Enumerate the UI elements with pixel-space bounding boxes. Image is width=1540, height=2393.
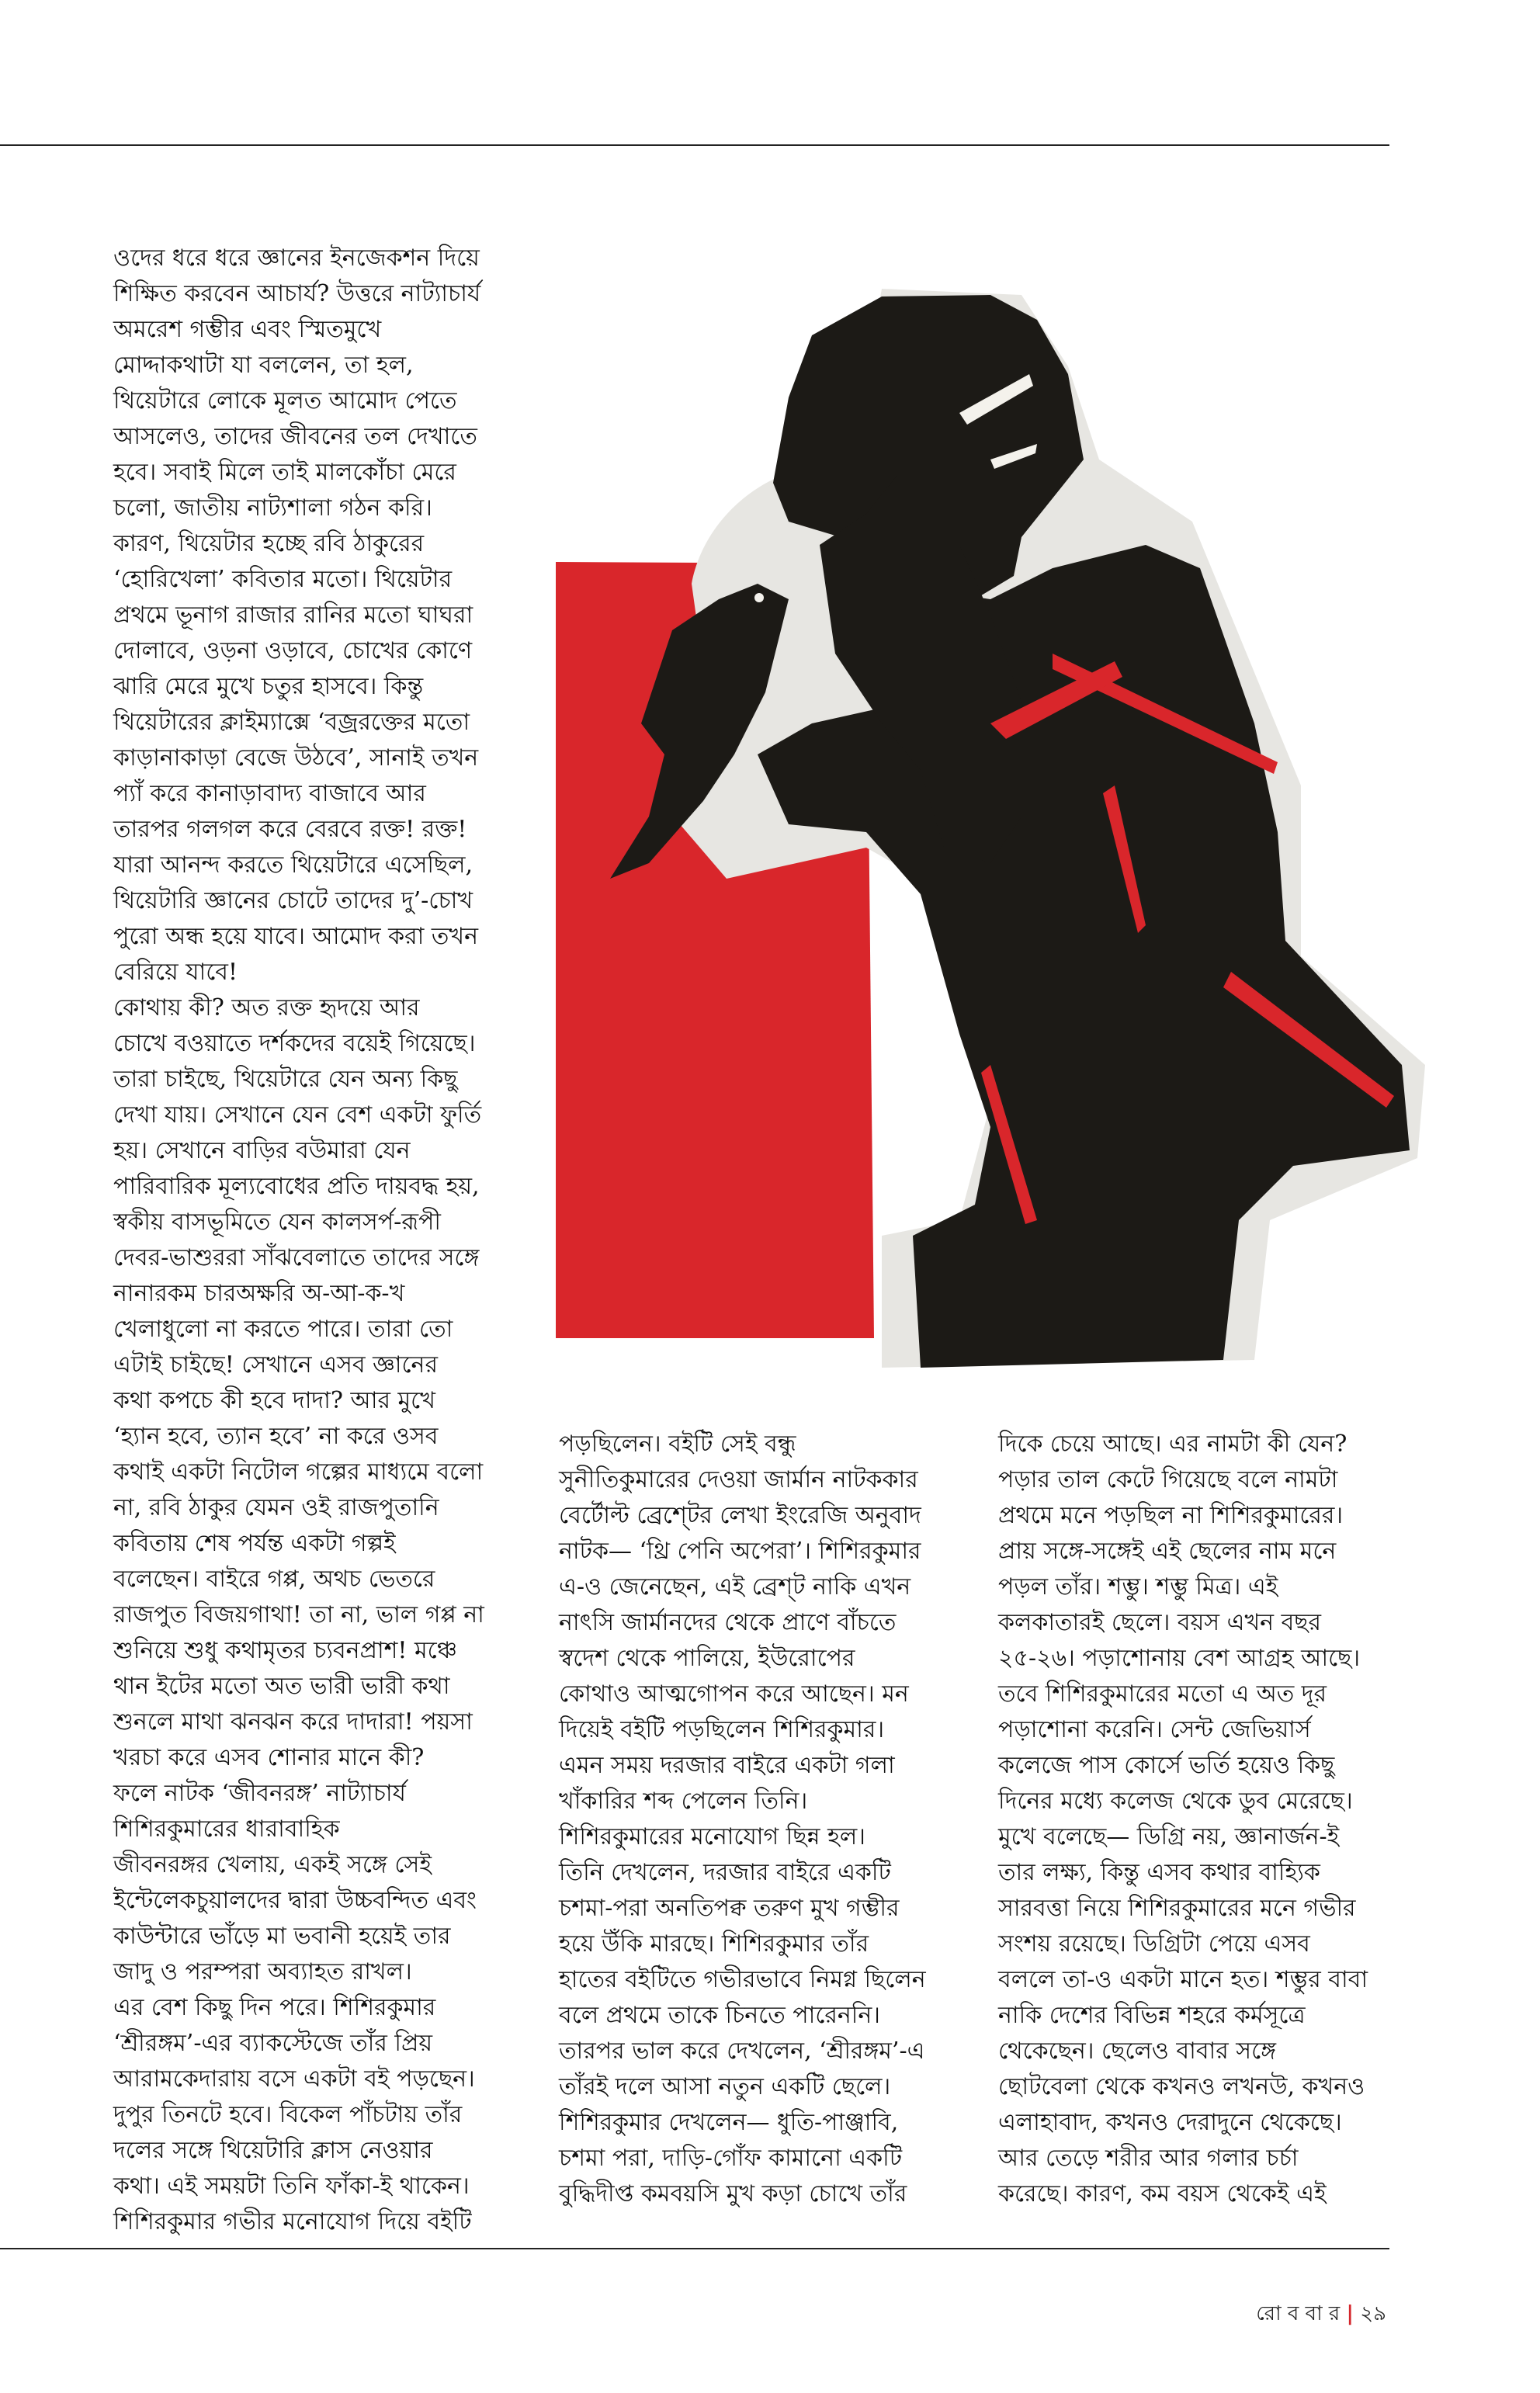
- text-line: প্রথমে মনে পড়ছিল না শিশিরকুমারের।: [998, 1502, 1344, 1529]
- text-line: বেরিয়ে যাবে!: [113, 959, 238, 986]
- text-line: খরচা করে এসব শোনার মানে কী?: [113, 1744, 425, 1771]
- text-line: থান ইটের মতো অত ভারী ভারী কথা: [113, 1673, 450, 1700]
- text-line: শিশিরকুমারের মনোযোগ ছিন্ন হল।: [559, 1823, 865, 1850]
- bottom-rule: [0, 2248, 1389, 2249]
- text-line: জীবনরঙ্গর খেলায়, একই সঙ্গে সেই: [113, 1851, 432, 1878]
- text-line: জাদু ও পরম্পরা অব্যাহত রাখল।: [113, 1958, 412, 1985]
- text-line: নাকি দেশের বিভিন্ন শহরে কর্মসূত্রে: [998, 2002, 1306, 2029]
- text-line: চশমা পরা, দাড়ি-গোঁফ কামানো একটি: [559, 2145, 903, 2172]
- text-line: বুদ্ধিদীপ্ত কমবয়সি মুখ কড়া চোখে তাঁর: [559, 2180, 907, 2207]
- text-line: তারপর গলগল করে বেরবে রক্ত! রক্ত!: [113, 816, 467, 843]
- text-line: নানারকম চারঅক্ষরি অ-আ-ক-খ: [113, 1280, 405, 1307]
- text-line: কলেজে পাস কোর্সে ভর্তি হয়েও কিছু: [998, 1752, 1335, 1779]
- text-line: রাজপুত বিজয়গাথা! তা না, ভাল গপ্প না: [113, 1601, 484, 1628]
- text-line: কথা কপচে কী হবে দাদা? আর মুখে: [113, 1387, 435, 1414]
- text-line: ‘হ্যান হবে, ত্যান হবে’ না করে ওসব: [113, 1423, 439, 1450]
- text-line: দলের সঙ্গে থিয়েটারি ক্লাস নেওয়ার: [113, 2137, 433, 2164]
- text-line: থিয়েটারে লোকে মূলত আমোদ পেতে: [113, 387, 457, 414]
- text-line: কোথাও আত্মগোপন করে আছেন। মন: [559, 1680, 909, 1708]
- text-line: মোদ্দাকথাটা যা বললেন, তা হল,: [113, 352, 414, 379]
- text-line: চোখে বওয়াতে দর্শকদের বয়েই গিয়েছে।: [113, 1030, 476, 1057]
- text-line: চশমা-পরা অনতিপক্ব তরুণ মুখ গম্ভীর: [559, 1895, 900, 1922]
- text-line: বের্টোল্ট ব্রেশ্টের লেখা ইংরেজি অনুবাদ: [559, 1502, 921, 1529]
- text-line: তবে শিশিরকুমারের মতো এ অত দূর: [998, 1680, 1327, 1708]
- text-line: ছোটবেলা থেকে কখনও লখনউ, কখনও: [998, 2073, 1365, 2100]
- text-line: কথাই একটা নিটোল গল্পের মাধ্যমে বলো: [113, 1458, 484, 1486]
- magazine-name: রো ব বা র: [1256, 2302, 1341, 2325]
- text-line: খাঁকারির শব্দ পেলেন তিনি।: [559, 1788, 808, 1815]
- text-line: দোলাবে, ওড়না ওড়াবে, চোখের কোণে: [113, 637, 473, 664]
- text-line: ‘হোরিখেলা’ কবিতার মতো। থিয়েটার: [113, 566, 453, 593]
- text-line: যারা আনন্দ করতে থিয়েটারে এসেছিল,: [113, 851, 473, 879]
- page-footer: [1256, 2298, 1386, 2332]
- text-line: তার লক্ষ্য, কিন্তু এসব কথার বাহ্যিক: [998, 1859, 1320, 1886]
- text-line: থিয়েটারের ক্লাইম্যাক্সে ‘বজ্ররক্তের মতো: [113, 709, 470, 736]
- text-line: তারপর ভাল করে দেখলেন, ‘শ্রীরঙ্গম’-এ: [559, 2038, 925, 2065]
- text-line: শুনলে মাথা ঝনঝন করে দাদারা! পয়সা: [113, 1708, 473, 1736]
- text-line: তারা চাইছে, থিয়েটারে যেন অন্য কিছু: [113, 1066, 458, 1093]
- text-line: সংশয় রয়েছে। ডিগ্রিটা পেয়ে এসব: [998, 1930, 1310, 1958]
- text-line: সারবত্তা নিয়ে শিশিরকুমারের মনে গভীর: [998, 1895, 1356, 1922]
- text-line: কারণ, থিয়েটার হচ্ছে রবি ঠাকুরের: [113, 530, 425, 557]
- bird-eye: [754, 593, 764, 602]
- text-line: কাউন্টারে ভাঁড়ে মা ভবানী হয়েই তার: [113, 1923, 451, 1950]
- text-line: থিয়েটারি জ্ঞানের চোটে তাদের দু’-চোখ: [113, 887, 473, 914]
- text-line: না, রবি ঠাকুর যেমন ওই রাজপুতানি: [113, 1494, 439, 1521]
- text-line: কবিতায় শেষ পর্যন্ত একটা গল্পই: [113, 1530, 396, 1557]
- text-line: অমরেশ গম্ভীর এবং স্মিতমুখে: [113, 316, 382, 343]
- text-line: দিনের মধ্যে কলেজ থেকে ডুব মেরেছে।: [998, 1788, 1353, 1815]
- text-line: আরামকেদারায় বসে একটা বই পড়ছেন।: [113, 2065, 475, 2093]
- text-line: থেকেছেন। ছেলেও বাবার সঙ্গে: [998, 2038, 1277, 2065]
- text-line: প্রায় সঙ্গে-সঙ্গেই এই ছেলের নাম মনে: [998, 1538, 1337, 1565]
- text-line: হাতের বইটিতে গভীরভাবে নিমগ্ন ছিলেন: [559, 1966, 926, 1993]
- text-line: পড়ছিলেন। বইটি সেই বন্ধু: [559, 1431, 796, 1458]
- article-column-1: [113, 241, 517, 2240]
- text-line: করেছে। কারণ, কম বয়স থেকেই এই: [998, 2180, 1327, 2207]
- text-line: স্বকীয় বাসভূমিতে যেন কালসর্প-রূপী: [113, 1209, 441, 1236]
- text-line: ইন্টেলেকচুয়ালদের দ্বারা উচ্চবন্দিত এবং: [113, 1887, 477, 1914]
- text-line: আর তেড়ে শরীর আর গলার চর্চা: [998, 2145, 1299, 2172]
- papercut-illustration: [556, 289, 1433, 1368]
- text-line: খেলাধুলো না করতে পারে। তারা তো: [113, 1316, 453, 1343]
- text-line: নাটক— ‘থ্রি পেনি অপেরা’। শিশিরকুমার: [559, 1538, 921, 1565]
- text-line: দেবর-ভাশুররা সাঁঝবেলাতে তাদের সঙ্গে: [113, 1244, 480, 1271]
- text-line: ‘শ্রীরঙ্গম’-এর ব্যাকস্টেজে তাঁর প্রিয়: [113, 2030, 433, 2057]
- text-line: সুনীতিকুমারের দেওয়া জার্মান নাটককার: [559, 1466, 918, 1493]
- text-line: শিশিরকুমার দেখলেন— ধুতি-পাঞ্জাবি,: [559, 2109, 899, 2136]
- text-line: দেখা যায়। সেখানে যেন বেশ একটা ফুর্তি: [113, 1101, 482, 1129]
- top-rule: [0, 144, 1389, 146]
- text-line: পারিবারিক মূল্যবোধের প্রতি দায়বদ্ধ হয়,: [113, 1173, 480, 1200]
- text-line: হয়। সেখানে বাড়ির বউমারা যেন: [113, 1137, 411, 1164]
- page-number: ২৯: [1360, 2302, 1386, 2325]
- text-line: কোথায় কী? অত রক্ত হৃদয়ে আর: [113, 994, 420, 1021]
- footer-separator: |: [1346, 2302, 1354, 2325]
- article-column-2: [559, 1427, 970, 2212]
- text-line: শিক্ষিত করবেন আচার্য? উত্তরে নাট্যাচার্য: [113, 280, 481, 307]
- article-column-3: [998, 1427, 1410, 2212]
- text-line: শিশিরকুমারের ধারাবাহিক: [113, 1816, 340, 1843]
- text-line: ২৫-২৬। পড়াশোনায় বেশ আগ্রহ আছে।: [998, 1645, 1361, 1672]
- text-line: চলো, জাতীয় নাট্যশালা গঠন করি।: [113, 494, 432, 522]
- text-line: প্যাঁ করে কানাড়াবাদ্য বাজাবে আর: [113, 780, 426, 807]
- text-line: কাড়ানাকাড়া বেজে উঠবে’, সানাই তখন: [113, 744, 479, 772]
- text-line: বললে তা-ও একটা মানে হত। শম্ভুর বাবা: [998, 1966, 1368, 1993]
- text-line: পড়ার তাল কেটে গিয়েছে বলে নামটা: [998, 1466, 1338, 1493]
- text-line: পড়াশোনা করেনি। সেন্ট জেভিয়ার্স: [998, 1716, 1311, 1743]
- text-line: হবে। সবাই মিলে তাই মালকোঁচা মেরে: [113, 459, 456, 486]
- text-line: ফলে নাটক ‘জীবনরঙ্গ’ নাট্যাচার্য: [113, 1780, 406, 1807]
- text-line: এলাহাবাদ, কখনও দেরাদুনে থেকেছে।: [998, 2109, 1342, 2136]
- text-line: কলকাতারই ছেলে। বয়স এখন বছর: [998, 1609, 1321, 1636]
- text-line: নাৎসি জার্মানদের থেকে প্রাণে বাঁচতে: [559, 1609, 897, 1636]
- text-line: বলে প্রথমে তাকে চিনতে পারেননি।: [559, 2002, 881, 2029]
- text-line: দিয়েই বইটি পড়ছিলেন শিশিরকুমার।: [559, 1716, 885, 1743]
- text-line: দুপুর তিনটে হবে। বিকেল পাঁচটায় তাঁর: [113, 2101, 463, 2128]
- text-line: প্রথমে ভূনাগ রাজার রানির মতো ঘাঘরা: [113, 602, 473, 629]
- text-line: ওদের ধরে ধরে জ্ঞানের ইনজেকশন দিয়ে: [113, 245, 480, 272]
- text-line: বলেছেন। বাইরে গপ্প, অথচ ভেতরে: [113, 1566, 435, 1593]
- text-line: হয়ে উঁকি মারছে। শিশিরকুমার তাঁর: [559, 1930, 869, 1958]
- text-line: এমন সময় দরজার বাইরে একটা গলা: [559, 1752, 895, 1779]
- text-line: কথা। এই সময়টা তিনি ফাঁকা-ই থাকেন।: [113, 2173, 470, 2200]
- text-line: পড়ল তাঁর। শম্ভু। শম্ভু মিত্র। এই: [998, 1573, 1278, 1601]
- text-line: দিকে চেয়ে আছে। এর নামটা কী যেন?: [998, 1431, 1348, 1458]
- text-line: ঝারি মেরে মুখে চতুর হাসবে। কিন্তু: [113, 673, 424, 700]
- text-line: এর বেশ কিছু দিন পরে। শিশিরকুমার: [113, 1994, 436, 2021]
- text-line: তাঁরই দলে আসা নতুন একটি ছেলে।: [559, 2073, 891, 2100]
- text-line: পুরো অন্ধ হয়ে যাবে। আমোদ করা তখন: [113, 923, 478, 950]
- text-line: শিশিরকুমার গভীর মনোযোগ দিয়ে বইটি: [113, 2208, 472, 2235]
- text-line: শুনিয়ে শুধু কথামৃতর চ্যবনপ্রাশ! মঞ্চে: [113, 1637, 457, 1664]
- text-line: তিনি দেখলেন, দরজার বাইরে একটি: [559, 1859, 891, 1886]
- text-line: এটাই চাইছে! সেখানে এসব জ্ঞানের: [113, 1351, 438, 1379]
- text-line: আসলেও, তাদের জীবনের তল দেখাতে: [113, 423, 477, 450]
- text-line: স্বদেশ থেকে পালিয়ে, ইউরোপের: [559, 1645, 855, 1672]
- text-line: এ-ও জেনেছেন, এই ব্রেশ্ট নাকি এখন: [559, 1573, 911, 1601]
- text-line: মুখে বলেছে— ডিগ্রি নয়, জ্ঞানার্জন-ই: [998, 1823, 1340, 1850]
